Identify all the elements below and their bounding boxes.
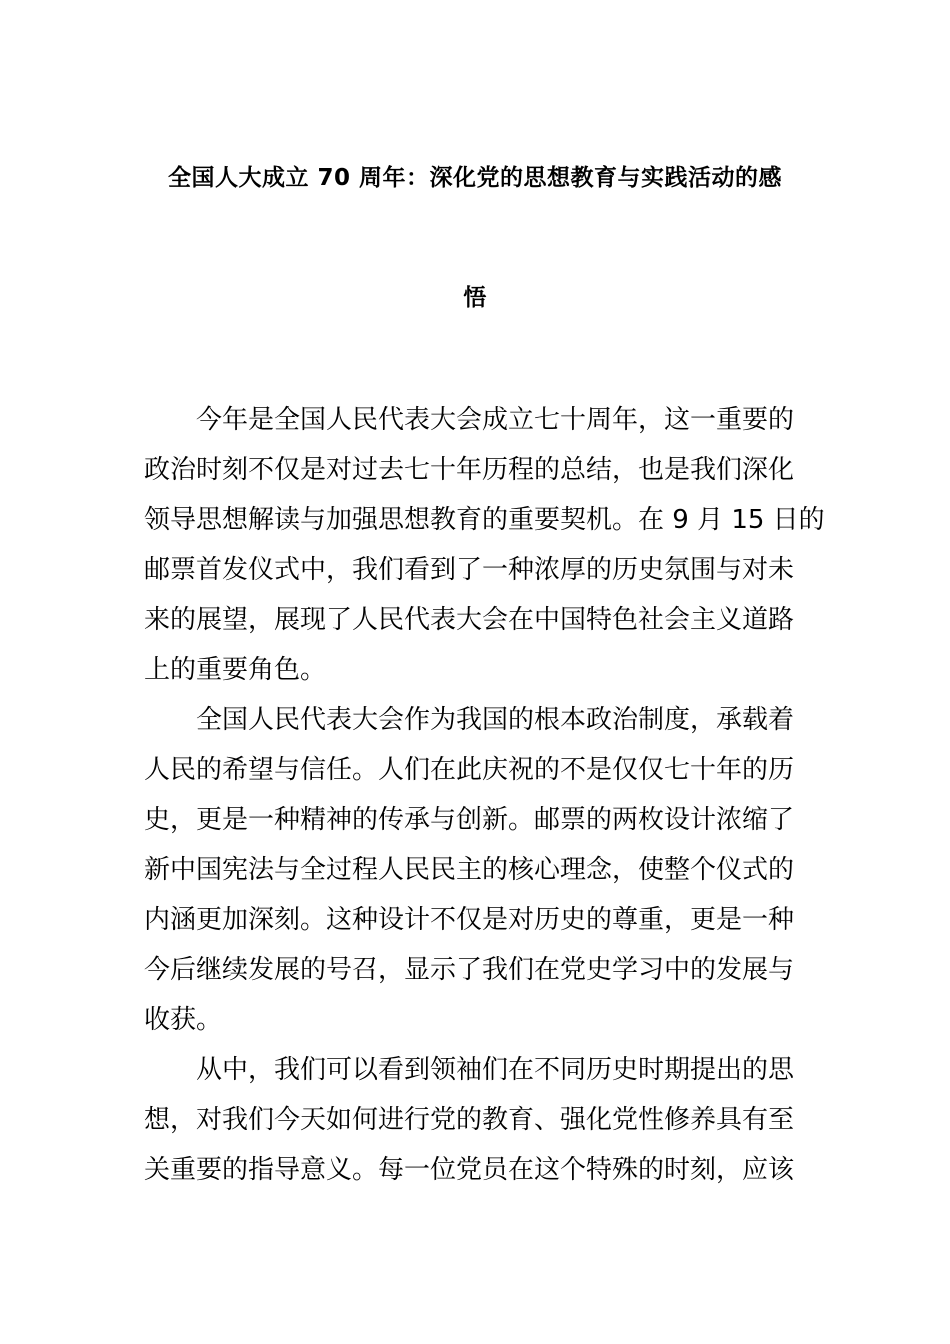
paragraph-1-line-5: 来的展望，展现了人民代表大会在中国特色社会主义道路 (144, 605, 795, 635)
title-line-2: 悟 (463, 285, 487, 311)
paragraph-2-line-2: 人民的希望与信任。人们在此庆祝的不是仅仅七十年的历 (144, 755, 795, 785)
paragraph-1-line-2: 政治时刻不仅是对过去七十年历程的总结，也是我们深化 (144, 455, 795, 485)
title-line-1: 全国人大成立 70 周年：深化党的思想教育与实践活动的感 (167, 165, 783, 191)
paragraph-2-line-6: 今后继续发展的号召，显示了我们在党史学习中的发展与 (144, 955, 795, 985)
paragraph-3-line-1: 从中，我们可以看到领袖们在不同历史时期提出的思 (196, 1055, 795, 1085)
paragraph-2-line-4: 新中国宪法与全过程人民民主的核心理念，使整个仪式的 (144, 855, 795, 885)
paragraph-3-line-2: 想，对我们今天如何进行党的教育、强化党性修养具有至 (144, 1105, 795, 1135)
paragraph-1-line-3: 领导思想解读与加强思想教育的重要契机。在 9 月 15 日的 (144, 505, 825, 535)
paragraph-2-line-3: 史，更是一种精神的传承与创新。邮票的两枚设计浓缩了 (144, 805, 795, 835)
paragraph-1-line-4: 邮票首发仪式中，我们看到了一种浓厚的历史氛围与对未 (144, 555, 795, 585)
paragraph-3-line-3: 关重要的指导意义。每一位党员在这个特殊的时刻，应该 (144, 1155, 795, 1185)
paragraph-1-line-6: 上的重要角色。 (144, 655, 327, 685)
paragraph-1-line-1: 今年是全国人民代表大会成立七十周年，这一重要的 (196, 405, 795, 435)
paragraph-2-line-7: 收获。 (144, 1005, 223, 1035)
paragraph-2-line-1: 全国人民代表大会作为我国的根本政治制度，承载着 (196, 705, 795, 735)
document-body (144, 400, 825, 1200)
paragraph-2-line-5: 内涵更加深刻。这种设计不仅是对历史的尊重，更是一种 (144, 905, 795, 935)
